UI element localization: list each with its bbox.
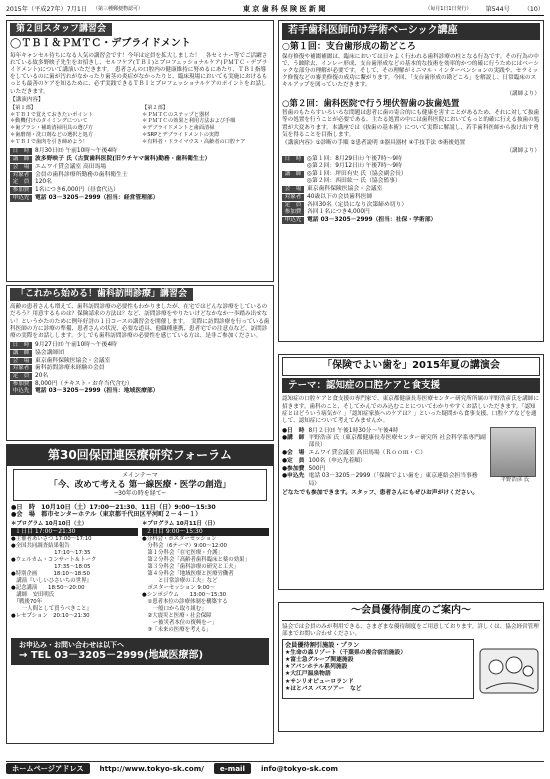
day1-program-bar: １日目 17:00～21:30 (11, 528, 138, 536)
day2-program-item: ●シンポジウム 13:00～15:30 (142, 592, 227, 599)
row-value: 120名 (35, 179, 52, 186)
day2-program-item: 第４分科会「地域医療と医療労働者 (142, 571, 234, 578)
staff-seminar-details (10, 148, 270, 202)
row-key: ●日 時 (282, 427, 305, 434)
day2-program-item: と日常診療の工夫」など (142, 578, 218, 585)
benefit-list-title: 会員優待割引施設・プラン (285, 641, 360, 649)
forum-date: ●日 時 10月10日（土）17:00～21:30、11日（日）9:00～15:30 (11, 503, 216, 511)
row-value: 8,000円（テキスト・お弁当代含む） (35, 380, 133, 387)
row-value: 20名 (35, 372, 49, 379)
young-session1-title: ○第１回：支台歯形成の勘どころ (282, 41, 416, 52)
day1-program-item: 一人間として買うべきこと』 (11, 606, 92, 613)
forum-contact-heading: お申込み・お問い合わせは以下へ (19, 641, 124, 650)
row-key: ●申込先 (282, 473, 305, 480)
young-course-title: 若手歯科医師向け学術ベーシック講座 (282, 23, 540, 40)
benefit-list (282, 639, 474, 700)
newspaper-name: 東 京 歯 科 保 険 医 新 聞 (242, 5, 326, 14)
row-key: 対象者 (10, 172, 32, 179)
benefit-item: ★サンリオピューロランド (285, 678, 354, 685)
young-course (278, 20, 544, 342)
row-value: 電話 03－3205－2999（担当：地域医療部） (35, 388, 159, 395)
forum-theme-sub: ─30年の時を経て─ (114, 490, 166, 498)
row-value: 東京歯科保険医協会・会議室 (307, 186, 383, 193)
row-value: ◎第１回：坪田有史 氏（協会副会長） ◎第２回：西田紘一 氏（協会監事） (307, 171, 407, 185)
day1-program-item: ●主催者あいさつ 17:00～17:10 (11, 535, 92, 542)
program-part2-item: ＊ＰＭＴＣの効果と利用方法および手順 (142, 118, 236, 125)
day1-program-item: ●特別企画 18:10～18:50 (11, 571, 90, 578)
row-key: 定 員 (10, 373, 32, 380)
staff-seminar-title: 第２回スタッフ講習会 (10, 23, 112, 36)
row-key: 参加費 (10, 381, 32, 388)
young-session1-body: 保存修復や補綴補綴は、臨床においては日々よく行われる歯科診療の柱となる行為です。その行為の中で、う蝕除去、インレー形成、支台歯形成などの基本的な技術を効率的かつ的確に行うためにはベーシックな部分の理解が必要です。そして、その理解がミニマル・インターベンションの実践や、セラミック修復などの審美修復の成功に繋がります。今回、「支台歯形成の勘どころ」を解説し、日常臨床のスキルアップを図っていただきます。 (282, 53, 539, 89)
homepage-url[interactable]: http://www.tokyo-sk.com/ (99, 764, 204, 773)
benefit-item: ★生命の森リゾート（千葉県の複合宿泊施設） (285, 649, 407, 656)
summer-lecture-theme: テーマ：認知症の口腔ケアと食支援 (282, 378, 540, 394)
day1-program-item: ●全国共同調査結果報告 (11, 542, 70, 549)
row-value: 電話 03－3205－2999（「保険でよい歯を」東京連絡会担当事務局） (308, 473, 478, 487)
benefit-item: ★アパンホテル系列施設 (285, 664, 348, 671)
row-value: 8月２日㈰ 午後1時30分～午後4時 (308, 427, 399, 434)
day2-program-item: 分科会（6テーマ）9:00～12:00 (142, 542, 227, 549)
staff-seminar (6, 20, 274, 282)
day2-program-item: ー被災者本位の復興をー」 (142, 620, 218, 627)
benefit-item: ★富士急グループ関連施設 (285, 656, 354, 663)
member-benefits-title: ～会員優待制度のご案内～ (282, 605, 540, 621)
day2-program-item: ③「未来の医療を考える」 (142, 627, 212, 634)
row-key: ●講 師 (282, 435, 305, 442)
young-session1-note: （講師より） (506, 90, 540, 97)
program-label: 【講演内容】 (10, 96, 44, 103)
email-label: e-mail (214, 763, 251, 774)
forum-section (6, 444, 274, 744)
issue-number: 第544号 (485, 5, 510, 13)
homepage-label: ホームページアドレス (6, 763, 90, 774)
program-part2-item: ＊有料者・ドライマウス・高齢者の口腔ケア (142, 138, 246, 145)
benefit-item: ★はとバス パスツアー など (285, 685, 362, 692)
issue-date: 2015年（平成27年）7月1日 (6, 5, 87, 13)
row-value: 協会講師団 (35, 349, 64, 356)
row-value: エムワイ貸会議室 高田馬場（Ｒｏｏｍ・Ｃ） (308, 450, 427, 457)
day1-program-item: ●記念講演 18:50～20:00 (11, 585, 85, 592)
summer-lecture-body: 認知症の口腔ケアと食支援の専門家で、東京都健康長寿医療センター研究所所属の平野浩彦氏を講師に招きます。歯科のこと、そしてかんでのみ込むことについてわかりやすくお話しいただきます。「認知症とはどういう病気か？」「認知症家族へのケアは？」といった疑問から食事支援、口腔ケアなどを通して、認知症について考えてみませんか。 (282, 396, 539, 424)
day1-program-item: 『戦後70年 (11, 599, 43, 606)
row-value: 電話 03－3205－2999（担当：経営管理部） (35, 194, 159, 201)
row-key: 申込先 (282, 217, 304, 224)
speaker-photo (490, 427, 536, 477)
row-value: ◎第１回：8月29日㈯ 午後7時～9時 ◎第２回：9月12日㈯ 午後7時～9時 (307, 156, 402, 170)
row-key: ●参加費 (282, 465, 305, 472)
day1-program-item: 講演『いしいひさいちの世界』 (11, 578, 92, 585)
visit-seminar-details (10, 342, 270, 396)
row-value: 電話 03－3205－2999（担当：社保・学術部） (307, 217, 437, 224)
young-session2-note: （講師より） (506, 148, 540, 155)
row-value: 歯科訪問診療未経験の会員 (35, 365, 105, 372)
day2-program-heading: ＊プログラム 10月11日（日） (142, 521, 219, 528)
program-part1-title: 【第１部】 (10, 104, 36, 111)
row-value: 9月27日㈰ 午前10時～午後4時 (35, 342, 117, 349)
program-part2-title: 【第２部】 (142, 104, 168, 111)
program-part1-item: ＊歯磨剤・洗口剤などの選択と処方 (10, 131, 94, 138)
row-key: 定 員 (282, 202, 304, 209)
day2-program-item: ●分科会・ポスターセッション (142, 535, 217, 542)
forum-theme-label: メインテーマ (122, 472, 158, 479)
row-value: 平野浩彦 氏（東京都健康長寿医療センター研究所 社会科学系専門副部長） (308, 435, 486, 449)
day1-program-item: 17:35～18:05 (11, 564, 91, 570)
staff-seminar-heading: ◯ＴＢＩ＆ＰＭＴＣ・デブライドメント (10, 38, 191, 50)
page-number: （10） (523, 5, 544, 13)
visit-seminar (6, 285, 274, 441)
summer-lecture-details (282, 427, 486, 488)
day2-program-item: 一般口から取り組む」 (142, 606, 207, 613)
illustration (478, 639, 540, 700)
forum-programs (7, 521, 273, 634)
day2-program-item: 第２分科会「高齢者歯科臨床と薬の効果」 (142, 556, 250, 563)
row-key: 申込先 (10, 388, 32, 395)
visit-seminar-title: 「これから始める！歯科訪問診療」講習会 (10, 288, 193, 301)
forum-theme: 「今、改めて考える 第一線医療・医学の創造」 (49, 479, 231, 490)
day1-program-item: ●レセプション 20:10～21:30 (11, 613, 90, 620)
young-session2-body: 智歯のもたらすいろいろな問題は患者に歯の寄合的にも健康を害すことがあるため、それに対して抜歯等の処置を行うことが必要である。主たる処置の中には歯科医院においてもっと的確に行える抜歯の処置が大変あります。本講座では《抜歯の基本術》について実際に解説し、若手歯科医師から抜け出す勇気を得ることを目指します。 (282, 110, 540, 138)
forum-title: 第30回保団連医療研究フォーラム (7, 445, 273, 466)
program-part1-item: ＊動機付けのタイミングについて (10, 118, 88, 125)
program-part1-item: ＊歯ブラシ・補助清掃用具の選び方 (10, 125, 94, 132)
day2-program-item: 第１分科会「在宅医療・介護」 (142, 549, 223, 556)
row-value: 東京歯科保険医協会・会議室 (35, 357, 111, 364)
summer-lecture-title: 「保険でよい歯を」2015年夏の講演会 (282, 357, 540, 376)
row-key: 参加費 (10, 187, 32, 194)
row-value: 100名（申込先着順） (308, 457, 366, 464)
day2-program-item: 第３分科会「歯科診療の研究と工夫」 (142, 564, 240, 570)
page-footer (6, 761, 544, 775)
day1-program-item: 講師 安田明氏 (11, 592, 55, 599)
day2-program-bar: ２日目 9:00～15:30 (142, 528, 269, 536)
day2-program-item: ②大震災と医療・社会保障 (142, 613, 212, 620)
row-key: 会 場 (282, 186, 304, 193)
forum-venue: ●会 場 都市センターホテル（東京都千代田区平河町２－４－１） (11, 511, 202, 519)
row-key: 会 場 (10, 358, 32, 365)
row-key: 申込先 (10, 195, 32, 202)
row-key: 講 師 (10, 156, 32, 163)
row-value: 会員の歯科診療所勤務の歯科衛生士 (35, 171, 128, 178)
row-key: 日 時 (282, 156, 304, 163)
row-key: 会 場 (10, 164, 32, 171)
day2-program-item: ポスターセッション 9:00～ (142, 585, 215, 592)
summer-lecture-closing: どなたでも参加できます。スタッフ、患者さんにもぜひお声がけください。 (282, 490, 479, 497)
row-key: 対象者 (282, 194, 304, 201)
row-value: エムワイ貸会議室 高田馬場 (35, 163, 107, 170)
program-part2-item: ＊SRPとデブライドメントの実際 (142, 131, 220, 138)
program-part1-item: ＊ＴＢＩで覚えておきたいポイント (10, 111, 94, 118)
row-key: ●定 員 (282, 457, 305, 464)
right-column (278, 20, 544, 735)
family-illustration-icon (478, 639, 540, 697)
program-part2-item: ＊デブライドメントと歯面清掃 (142, 125, 215, 132)
row-value: 波多野映子 氏（古賀歯科医院(旧ウチヤマ歯科)勤務・歯科衛生士） (35, 156, 211, 163)
young-session2-title: ○第２回：歯科医院で行う埋伏智歯の抜歯処置 (282, 98, 460, 109)
issue-freq: （毎月1日1日発行） (425, 5, 472, 12)
summer-lecture (278, 354, 544, 590)
row-value: 各回１名につき4,000円 (307, 209, 370, 216)
member-benefits (278, 602, 544, 732)
benefit-item: ★大江戸温泉物語 (285, 671, 331, 678)
program-part1-item: ＊ＴＢＩで歯肉を引き締めよう！ (10, 138, 88, 145)
row-key: 対象者 (10, 365, 32, 372)
row-key: 日 時 (10, 148, 32, 155)
row-key: ●会 場 (282, 450, 305, 457)
member-benefits-body: 協会では会員のみが利用できる、さまざまな優待制度をご用意しております。詳しくは、協会経営管理部までお問い合わせください。 (282, 623, 539, 637)
forum-contact (11, 638, 269, 665)
young-session2-items: 《講演内容》①診断の手順 ②患者説明 ③器具器材 ④手技手法 ⑤術後処置 (282, 139, 466, 146)
row-value: 各回30名（定員になり次第締め切り） (307, 201, 408, 208)
row-key: 日 時 (10, 342, 32, 349)
staff-seminar-body: 毎年キャンセル待ちになる人気の講習会です！今年は定員を拡大しました！ 各セミナー等でご活躍されている故多野映子先生をお招きし、セルフケア(ＴＢＩ)とプロフェッショナルケア(ＰＭＴＣ・デブライドメント)について講演いただきます。 患者さんの口腔内の健康維持に努めるにあたり、ＴＢＩ指導をしているのに歯が汚れがなかったり歯茎の炎症がなかったりと、臨床現場においても実施におけるもっとも最善のケアを知るために、必ず実践できるＴＢＩとプロフェッショナルケアのポイントをお話しいただきます。 (10, 52, 268, 95)
forum-contact-phone: → TEL 03－3205－2999(地域医療部) (19, 649, 204, 661)
row-value: 8月30日㈰ 午前10時～午後4時 (35, 148, 117, 155)
mail-class: （第三種郵便物認可） (93, 6, 144, 13)
program-list (10, 105, 270, 146)
young-course-details (282, 156, 540, 224)
row-key: 参加費 (282, 209, 304, 216)
day1-program-item: ●ウェルカム・コンサート＆トーク (11, 556, 97, 563)
day1-program-heading: ＊プログラム 10月10日（土） (11, 521, 88, 528)
visit-seminar-body: 高齢の患者さんも増えて、歯科訪問診療の必要性もわかりましたが、在宅ではどんな診療をしているのだろう？用意するものは？保険請求の方法は？など、訪問診療をやりたいけどなかなか一歩踏み出せない！というかたのために例年好評の１日コースの講習会を開催します。 実際に訪問診療を行っている歯科医師の方に診療の準備、患者さんの状況、必要な道具、他職種連携、患者宅での注意点など、訪問診療の実際をお話しします。少しでも歯科訪問診療の必要性を感じている方は、是非ご参加ください。 (10, 304, 270, 339)
speaker-photo-caption: 平野浩彦 氏 (500, 477, 530, 483)
forum-theme-box (13, 469, 267, 501)
row-value: 500円 (308, 465, 326, 472)
program-part2-item: ＊ＰＭＴＣのステップと器材 (142, 111, 210, 118)
day2-program-item: ①患者本位の診療体制を構築する (142, 599, 228, 606)
row-value: 40歳以下の会員歯科医師 (307, 193, 373, 200)
row-key: 講 師 (282, 171, 304, 178)
row-value: 1名につき6,000円（昼食代込） (35, 187, 119, 194)
email-address[interactable]: info@tokyo-sk.com (260, 764, 339, 773)
row-key: 定 員 (10, 179, 32, 186)
left-column (6, 20, 274, 747)
day1-program-item: 17:10～17:35 (11, 549, 91, 556)
row-key: 講 師 (10, 350, 32, 357)
speaker-photo-block (490, 427, 540, 488)
page-header (6, 4, 544, 16)
